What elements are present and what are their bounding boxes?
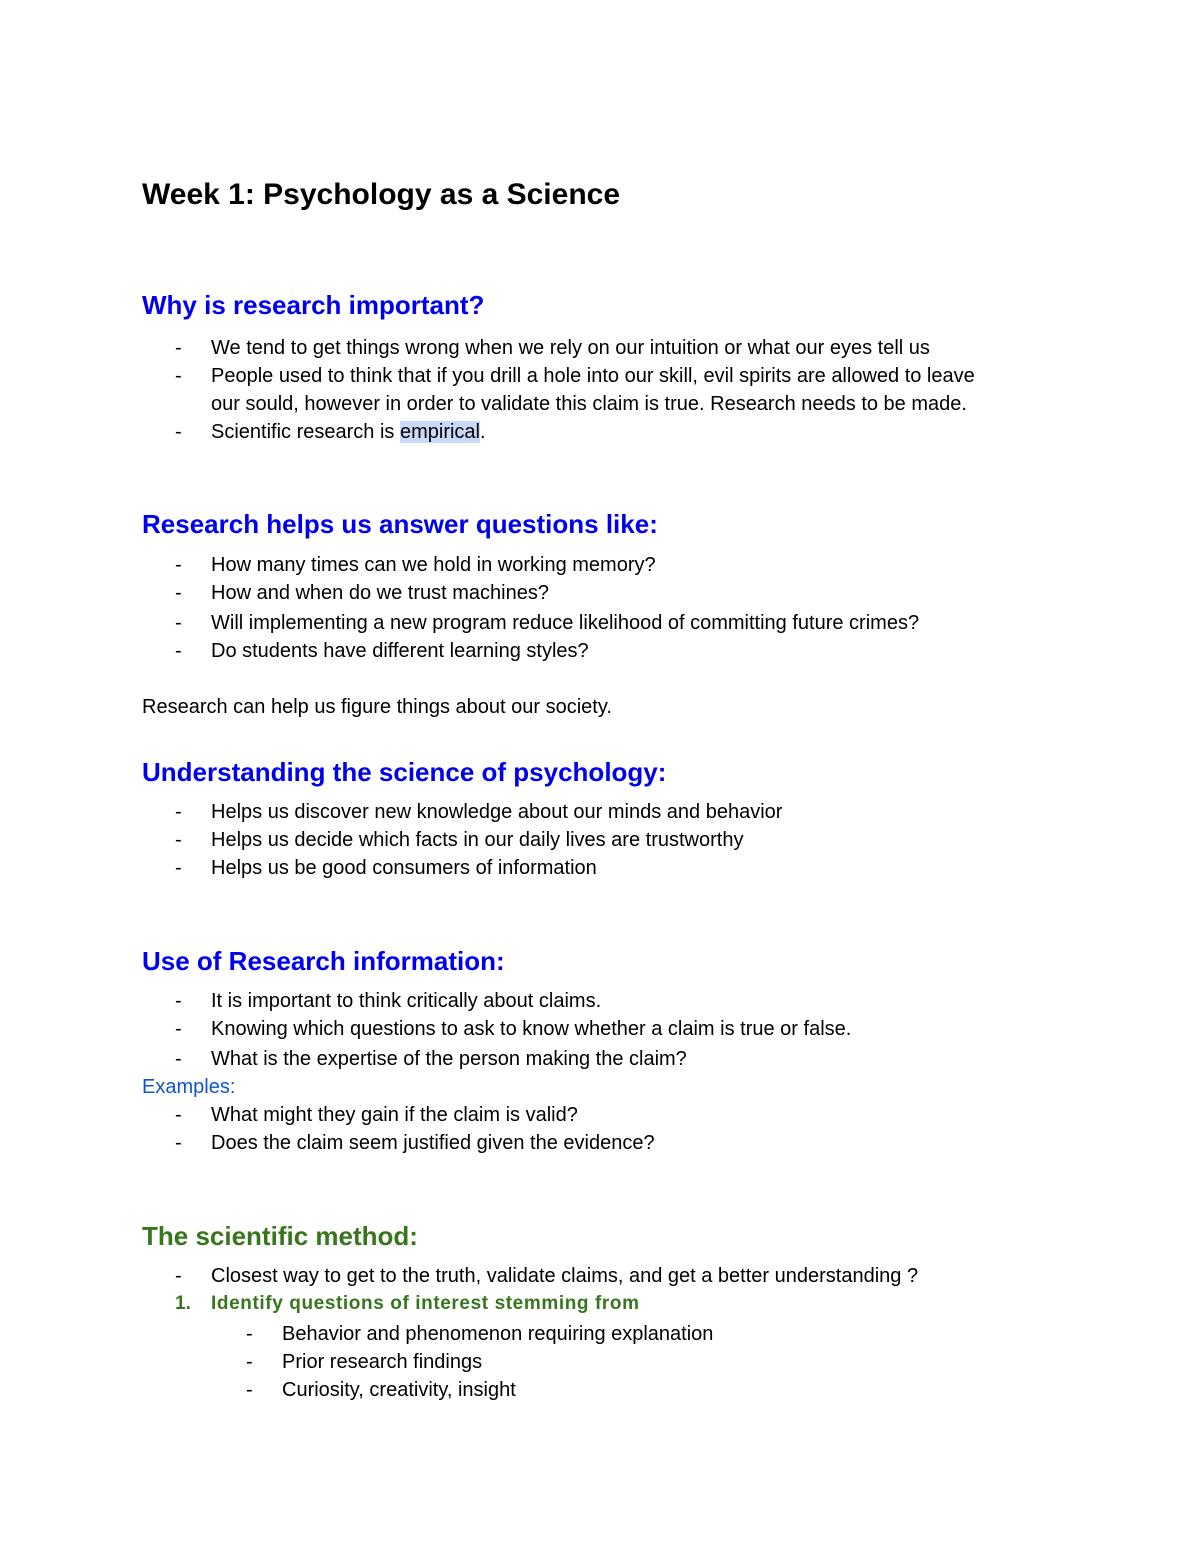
- bullet-dash: -: [175, 1132, 182, 1154]
- list-item-text: our sould, however in order to validate this claim is true. Research needs to be made.: [211, 393, 967, 415]
- list-item-text: Knowing which questions to ask to know whether a claim is true or false.: [211, 1018, 852, 1040]
- bullet-dash: -: [175, 801, 182, 823]
- heading-use-of-research: Use of Research information:: [142, 946, 505, 976]
- bullet-dash: -: [175, 1265, 182, 1287]
- bullet-dash: -: [175, 1104, 182, 1126]
- bullet-dash: -: [246, 1379, 253, 1401]
- page-title: Week 1: Psychology as a Science: [142, 178, 621, 211]
- list-item-text: Will implementing a new program reduce likelihood of committing future crimes?: [211, 612, 920, 634]
- heading-understanding-science: Understanding the science of psychology:: [142, 757, 667, 787]
- step-number: 1.: [175, 1293, 191, 1314]
- list-item-text-end: .: [480, 421, 486, 443]
- list-item-text: What might they gain if the claim is valid?: [211, 1104, 578, 1126]
- heading-scientific-method: The scientific method:: [142, 1221, 418, 1251]
- bullet-dash: -: [175, 365, 182, 387]
- list-item-text: Closest way to get to the truth, validate claims, and get a better understanding ?: [211, 1265, 919, 1287]
- list-item-text: Prior research findings: [282, 1351, 483, 1373]
- list-item-text: Helps us discover new knowledge about our minds and behavior: [211, 801, 783, 823]
- list-item-text: Curiosity, creativity, insight: [282, 1379, 516, 1401]
- bullet-dash: -: [175, 990, 182, 1012]
- bullet-dash: -: [175, 640, 182, 662]
- bullet-dash: -: [175, 582, 182, 604]
- examples-label: Examples:: [142, 1076, 236, 1098]
- bullet-dash: -: [175, 829, 182, 851]
- bullet-dash: -: [246, 1351, 253, 1373]
- list-item-text: How many times can we hold in working memory?: [211, 554, 656, 576]
- bullet-dash: -: [175, 1018, 182, 1040]
- heading-why-research-important: Why is research important?: [142, 290, 485, 320]
- bullet-dash: -: [246, 1323, 253, 1345]
- list-item-text: Do students have different learning styles?: [211, 640, 589, 662]
- list-item-text: Behavior and phenomenon requiring explanation: [282, 1323, 714, 1345]
- heading-research-helps-answer: Research helps us answer questions like:: [142, 509, 658, 539]
- paragraph-note: Research can help us figure things about our society.: [142, 696, 612, 718]
- list-item-text: How and when do we trust machines?: [211, 582, 549, 604]
- list-item-text: Helps us be good consumers of information: [211, 857, 597, 879]
- bullet-dash: -: [175, 337, 182, 359]
- list-item-text: It is important to think critically about claims.: [211, 990, 602, 1012]
- list-item-text: We tend to get things wrong when we rely on our intuition or what our eyes tell us: [211, 337, 930, 359]
- step-text: Identify questions of interest stemming from: [211, 1293, 640, 1314]
- bullet-dash: -: [175, 857, 182, 879]
- highlighted-word: empirical: [399, 421, 480, 443]
- list-item-text: People used to think that if you drill a hole into our skill, evil spirits are allowed to leave: [211, 365, 975, 387]
- bullet-dash: -: [175, 554, 182, 576]
- list-item-text: [211, 418, 486, 446]
- list-item-text: What is the expertise of the person making the claim?: [211, 1048, 687, 1070]
- bullet-dash: -: [175, 1048, 182, 1070]
- list-item-text: Does the claim seem justified given the evidence?: [211, 1132, 655, 1154]
- bullet-dash: -: [175, 421, 182, 443]
- list-item-text-start: Scientific research is: [211, 421, 400, 443]
- bullet-dash: -: [175, 612, 182, 634]
- list-item-text: Helps us decide which facts in our daily lives are trustworthy: [211, 829, 744, 851]
